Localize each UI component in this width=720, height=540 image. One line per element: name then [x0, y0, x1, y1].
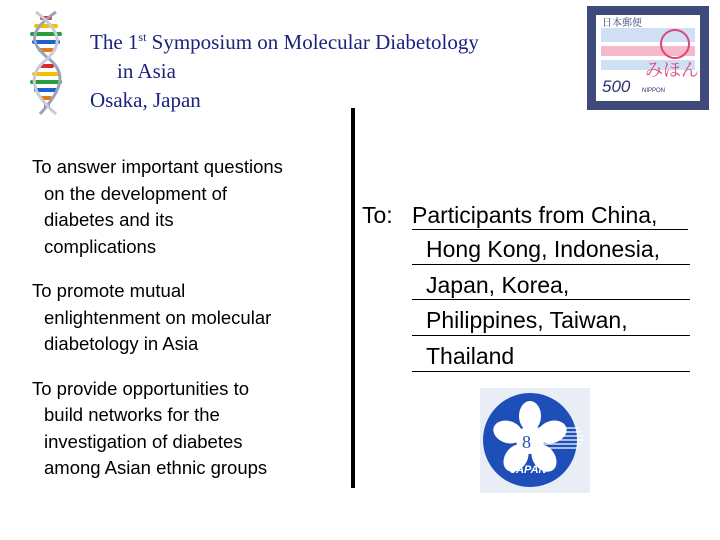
recipient-line-1: Participants from China, — [412, 202, 658, 228]
goal-item-1: To answer important questions on the development of diabetes and its complications — [32, 156, 283, 257]
stamp-country-label: 日本郵便 — [602, 18, 642, 29]
stamp-kana: みほん — [645, 60, 699, 81]
recipients-label: To: — [362, 202, 393, 228]
recipient-line-3: Japan, Korea, — [426, 272, 570, 298]
recipient-underline-4 — [412, 335, 690, 336]
title-line-2: in Asia — [117, 59, 176, 83]
title-line-1: The 1st Symposium on Molecular Diabetology — [90, 30, 479, 54]
dna-helix-logo — [20, 8, 76, 120]
recipient-underline-2 — [412, 264, 690, 265]
recipient-line-2: Hong Kong, Indonesia, — [426, 236, 661, 262]
goal-item-2: To promote mutual enlightenment on molecular diabetology in Asia — [32, 280, 272, 354]
japan-cherry-blossom-stamp — [480, 388, 590, 493]
vertical-divider — [351, 108, 355, 488]
postage-stamp-top — [587, 6, 709, 110]
stamp-value: 500 — [602, 77, 631, 96]
stamp-caption: NIPPON — [642, 88, 666, 94]
symposium-title — [90, 28, 590, 115]
recipient-line-4: Philippines, Taiwan, — [426, 307, 628, 333]
stamp-numeral: 8 — [522, 432, 531, 452]
stamp-japan-label: JAPAN — [510, 464, 547, 476]
goal-item-3: To provide opportunities to build networks for the investigation of diabetes among Asian ethnic groups — [32, 377, 268, 478]
recipient-underline-3 — [412, 299, 690, 300]
recipient-underline-1 — [412, 229, 688, 230]
recipient-line-5: Thailand — [426, 343, 515, 369]
title-line-3: Osaka, Japan — [90, 88, 201, 112]
symposium-goals — [32, 154, 352, 500]
recipient-underline-5 — [412, 371, 690, 372]
